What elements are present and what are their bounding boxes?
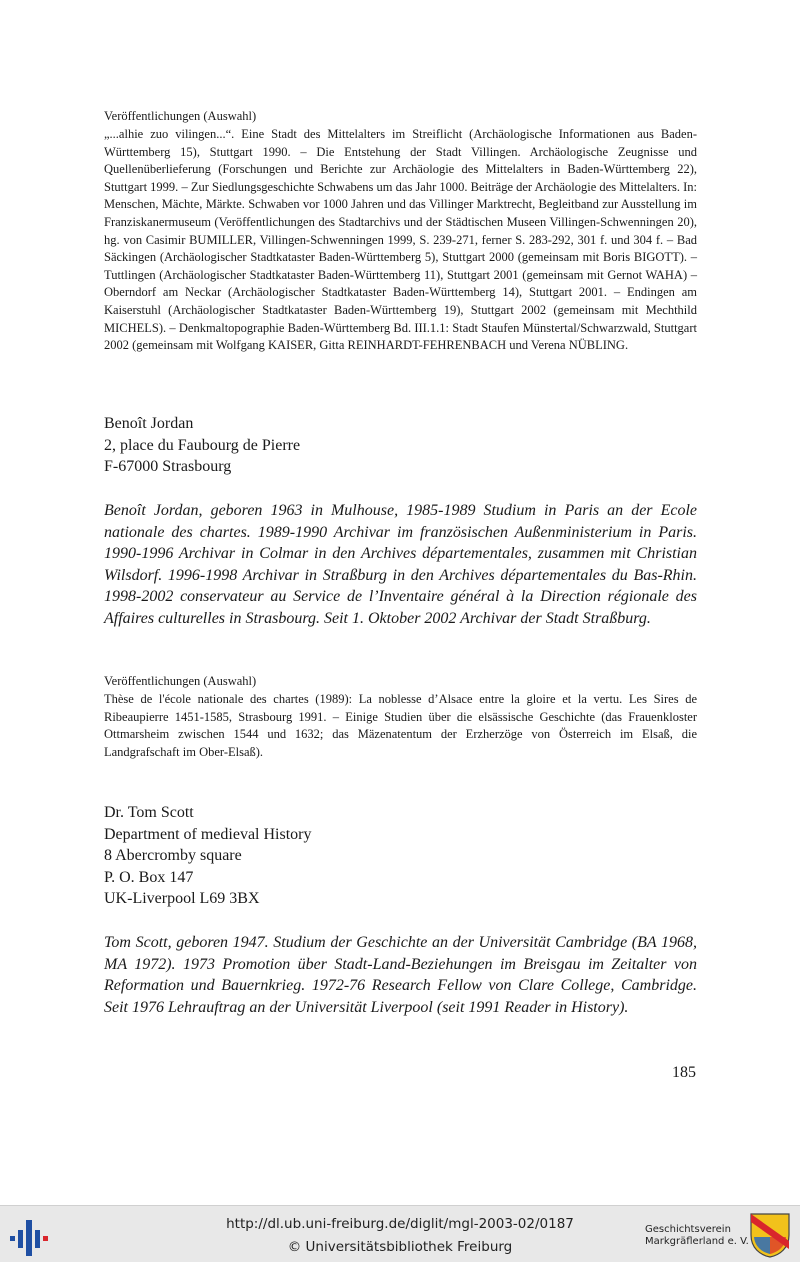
jordan-city: F-67000 Strasbourg xyxy=(104,458,232,475)
publications-heading: Veröffentlichungen (Auswahl) xyxy=(104,109,257,123)
scott-po-box: P. O. Box 147 xyxy=(104,868,194,886)
jordan-street: 2, place du Faubourg de Pierre xyxy=(104,436,301,454)
scott-biography: Tom Scott, geboren 1947. Studium der Geschichte an der Universität Cambridge (BA 1968, MA 1972). 1973 Promotion über Stadt-Land-Beziehungen im Breisgau im Zeitalter von Reformation und Bauernkrieg. 1972-76 Research Fellow von Clare College, Cambridge. Seit 1976 Lehrauftrag an der Universität Liverpool (seit 1991 Reader in History). xyxy=(104,934,697,1016)
publications-list: „...alhie zuo vilingen...“. Eine Stadt des Mittelalters im Streiflicht (Archäologische Informationen aus Baden-Württemberg 15), Stuttgart 1990. – Die Entstehung der Stadt Villingen. Archäologische Zeugnisse und Quellenüberlieferung (Forschungen und Berichte zur Archäologie des Mittelalters in Baden-Württemberg 22), Stuttgart 1999. – Zur Siedlungsgeschichte Schwabens um das Jahr 1000. Beiträge der Archäologie des Mittelalters. In: Menschen, Mächte, Märkte. Schwaben vor 1000 Jahren und das Villinger Marktrecht, Begleitband zur Ausstellung im Franziskanermuseum (Veröffentlichungen des Stadtarchivs und der Städtischen Museen Villingen-Schwenningen 20), hg. von Casimir BUMILLER, Villingen-Schwenningen 1999, S. 239-271, ferner S. 283-292, 301 f. und 304 f. – Bad Säckingen (Archäologischer Stadtkataster Baden-Württemberg 5), Stuttgart 2000 (gemeinsam mit Boris BIGOTT). – Tuttlingen (Archäologischer Stadtkataster Baden-Württemberg 11), Stuttgart 2001 (gemeinsam mit Gernot WAHA) – Oberndorf am Neckar (Archäologischer Stadtkataster Baden-Württemberg 14), Stuttgart 2001. – Endingen am Kaiserstuhl (Archäologischer Stadtkataster Baden-Württemberg 19), Stuttgart 2002 (gemeinsam mit Mechthild MICHELS). – Denkmaltopographie Baden-Württemberg Bd. III.1.1: Stadt Staufen Münstertal/Schwarzwald, Stuttgart 2002 (gemeinsam mit Wolfgang KAISER, Gitta REINHARDT-FEHRENBACH und Verena NÜBLING. xyxy=(104,127,697,353)
society-name xyxy=(645,1224,749,1248)
jordan-biography: Benoît Jordan, geboren 1963 in Mulhouse, 1985-1989 Studium in Paris an der Ecole nationale des chartes. 1989-1990 Archivar im französischen Außenministerium in Paris. 1990-1996 Archivar in Colmar in den Archives départementales, zusammen mit Christian Wilsdorf. 1996-1998 Archivar in Straßburg in den Archives départementales du Bas-Rhin. 1998-2002 conservateur au Service de l’Inventaire général à la Direction régionale des Affaires culturelles in Strasbourg. Seit 1. Oktober 2002 Archivar der Stadt Straßburg. xyxy=(104,502,697,627)
footer-bar xyxy=(0,1205,800,1262)
society-name-line1: Geschichtsverein xyxy=(645,1224,731,1235)
footer-copyright: © Universitätsbibliothek Freiburg xyxy=(287,1239,513,1255)
page-number: 185 xyxy=(672,1064,696,1081)
jordan-address-block xyxy=(104,413,300,478)
scott-street: 8 Abercromby square xyxy=(104,847,242,864)
society-name-line2: Markgräflerland e. V. xyxy=(645,1236,749,1247)
jordan-publications-heading: Veröffentlichungen (Auswahl) xyxy=(104,674,257,688)
jordan-name: Benoît Jordan xyxy=(104,415,194,432)
scott-name: Dr. Tom Scott xyxy=(104,804,194,821)
coat-of-arms-icon xyxy=(748,1211,792,1259)
scott-department: Department of medieval History xyxy=(104,825,312,843)
jordan-publications-list: Thèse de l'école nationale des chartes (1989): La noblesse d’Alsace entre la gloire et la vertu. Les Sires de Ribeaupierre 1451-1585, Strasbourg 1991. – Einige Studien über die elsässische Geschichte (das Frauenkloster Ottmarsheim zwischen 1544 und 1632; das Mäzenatentum der Erzherzöge von Österreich im Elsaß, die Landgrafschaft im Ober-Elsaß). xyxy=(104,692,697,759)
footer-url-link[interactable]: http://dl.ub.uni-freiburg.de/diglit/mgl-2003-02/0187 xyxy=(226,1216,574,1232)
scott-address-block xyxy=(104,802,312,910)
scott-city: UK-Liverpool L69 3BX xyxy=(104,890,260,907)
